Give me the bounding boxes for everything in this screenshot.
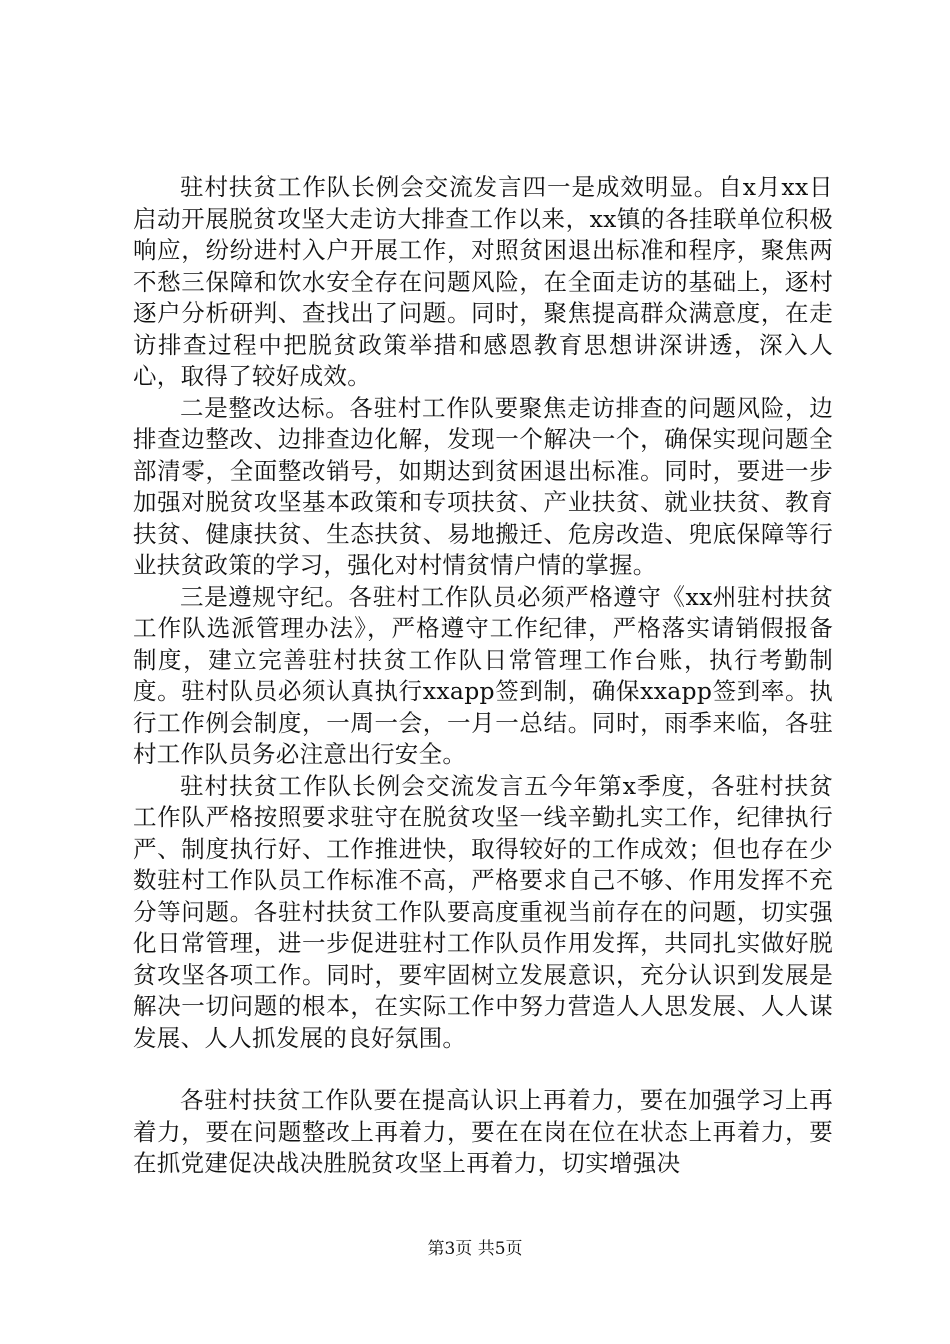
page-number-footer: 第3页 共5页 — [427, 1239, 523, 1259]
paragraph-4: 驻村扶贫工作队长例会交流发言五今年第x季度，各驻村扶贫工作队严格按照要求驻守在脱贫攻坚一线辛勤扎实工作，纪律执行严、制度执行好、工作推进快，取得较好的工作成效；但也存在少数驻村工作队员工作标准不高，严格要求自己不够、作用发挥不充分等问题。各驻村扶贫工作队要高度重视当前存在的问题，切实强化日常管理，进一步促进驻村工作队员作用发挥，共同扎实做好脱贫攻坚各项工作。同时，要牢固树立发展意识，充分认识到发展是解决一切问题的根本，在实际工作中努力营造人人思发展、人人谋发展、人人抓发展的良好氛围。 — [133, 771, 833, 1052]
paragraph-2: 二是整改达标。各驻村工作队要聚焦走访排查的问题风险，边排查边整改、边排查边化解，发现一个解决一个，确保实现问题全部清零，全面整改销号，如期达到贫困退出标准。同时，要进一步加强对脱贫攻坚基本政策和专项扶贫、产业扶贫、就业扶贫、教育扶贫、健康扶贫、生态扶贫、易地搬迁、危房改造、兜底保障等行业扶贫政策的学习，强化对村情贫情户情的掌握。 — [133, 393, 833, 579]
document-body — [133, 172, 833, 1180]
paragraph-5: 各驻村扶贫工作队要在提高认识上再着力，要在加强学习上再着力，要在问题整改上再着力，要在在岗在位在状态上再着力，要在抓党建促决战决胜脱贫攻坚上再着力，切实增强决 — [133, 1086, 833, 1177]
paragraph-1: 驻村扶贫工作队长例会交流发言四一是成效明显。自x月xx日启动开展脱贫攻坚大走访大排查工作以来，xx镇的各挂联单位积极响应，纷纷进村入户开展工作，对照贫困退出标准和程序，聚焦两不愁三保障和饮水安全存在问题风险，在全面走访的基础上，逐村逐户分析研判、查找出了问题。同时，聚焦提高群众满意度，在走访排查过程中把脱贫政策举措和感恩教育思想讲深讲透，深入人心，取得了较好成效。 — [133, 173, 833, 390]
paragraph-3: 三是遵规守纪。各驻村工作队员必须严格遵守《xx州驻村扶贫工作队选派管理办法》，严格遵守工作纪律，严格落实请销假报备制度，建立完善驻村扶贫工作队日常管理工作台账，执行考勤制度。驻村队员必须认真执行xxapp签到制，确保xxapp签到率。执行工作例会制度，一周一会，一月一总结。同时，雨季来临，各驻村工作队员务必注意出行安全。 — [133, 582, 833, 768]
paragraph-spacer — [133, 1054, 833, 1085]
